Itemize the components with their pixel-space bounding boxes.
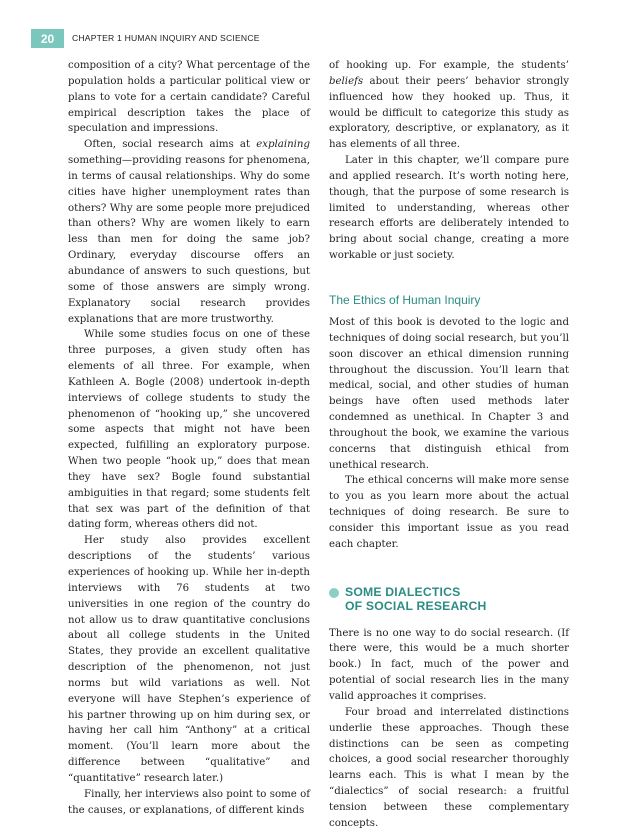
paragraph: The ethical concerns will make more sense to you as you learn more about the actual techniques of doing research. Be sure to consider this important issue as you read each chapter. <box>329 475 569 550</box>
left-column <box>68 58 310 819</box>
paragraph: Finally, her interviews also point to some of the causes, or explanations, of different kinds <box>68 788 310 816</box>
paragraph: Later in this chapter, we’ll compare pure and applied research. It’s worth noting here, though, that the purpose of some research is limited to understanding, whereas other research efforts are deliberately intended to bring about social change, creating a more workable or just society. <box>329 155 569 262</box>
paragraph: While some studies focus on one of these three purposes, a given study often has elements of all three. For example, when Kathleen A. Bogle (2008) undertook in-depth interviews of college students to study the phenomenon of “hooking up,” she uncovered some aspects that might not have been expected, fulfilling an exploratory purpose. When two people “hook up,” does that mean they have sex? Bogle found substantial ambiguities in that regard; some students felt that sex was part of the definition of that dating form, whereas others did not. <box>68 329 310 531</box>
section-heading-ethics: The Ethics of Human Inquiry <box>329 292 481 307</box>
paragraph: Her study also provides excellent descriptions of the students’ various experiences of hooking up. While her in-depth interviews with 76 students at two universities in one region of the country do not allow us to draw quantitative conclusions about all college students in the United States, they provide an excellent qualitative description of the phenomenon, not just norms but wild variations as well. Not everyone will have Stephen’s experience of his partner throwing up on him during sex, or having her call him “Anthony” at a critical moment. (You’ll learn more about the difference between “qualitative” and “quantitative” research later.) <box>68 535 310 784</box>
right-column <box>329 58 569 832</box>
bullet-dot-icon <box>329 588 339 598</box>
paragraph: Four broad and interrelated distinctions underlie these approaches. Though these distinctions can be seen as competing choices, a good social researcher thoroughly learns each. This is what I mean by the “dialectics” of social research: a fruitful tension between these complementary concepts. <box>329 706 569 829</box>
page-number: 20 <box>31 29 64 48</box>
paragraph: composition of a city? What percentage of the population holds a particular political view or plans to vote for a certain candidate? Careful empirical description takes the place of speculation and impressions. <box>68 60 310 135</box>
paragraph: Often, social research aims at explaining something—providing reasons for phenomena, in terms of causal relationships. Why do some cities have higher unemployment rates than others? Why are some people more prejudiced than others? Why are women likely to earn less than men for doing the same job? Ordinary, everyday discourse offers an abundance of answers to such questions, but some of those answers are simply wrong. Explanatory social research provides explanations that are more trustworthy. <box>68 139 310 325</box>
paragraph: Most of this book is devoted to the logic and techniques of doing social research, but you’ll soon discover an ethical dimension running throughout the discussion. You’ll learn that medical, social, and other studies of human beings have often used methods later condemned as unethical. In Chapter 3 and throughout the book, we examine the various concerns that distinguish ethical from unethical research. <box>329 316 569 471</box>
dialectics-title: SOME DIALECTICS OF SOCIAL RESEARCH <box>345 584 487 614</box>
running-head: CHAPTER 1 HUMAN INQUIRY AND SCIENCE <box>72 33 260 43</box>
section-heading-dialectics <box>329 585 569 614</box>
paragraph: There is no one way to do social research. (If there were, this would be a much shorter book.) In fact, much of the power and potential of social research lies in the many valid approaches it comprises. <box>329 627 569 702</box>
paragraph: of hooking up. For example, the students’ beliefs about their peers’ behavior strongly influenced how they hooked up. Thus, it would be difficult to categorize this study as exploratory, descriptive, or explanatory, as it has elements of all three. <box>329 60 569 151</box>
